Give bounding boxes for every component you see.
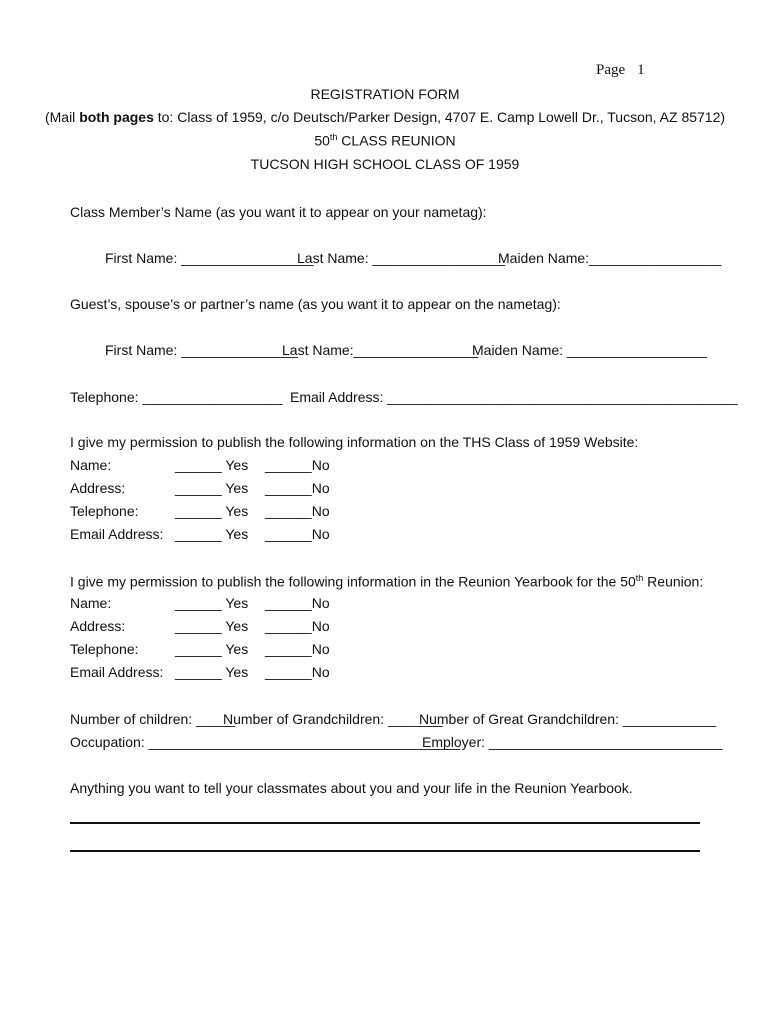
notes-line-2[interactable] [70, 850, 700, 852]
mail-instructions [0, 109, 770, 125]
yearbook-row-label: Email Address: [70, 664, 164, 680]
website-address-no[interactable]: ______No [265, 480, 330, 496]
children-count-field[interactable]: Number of children: _____ [70, 711, 235, 727]
mail-prefix: (Mail [44, 109, 80, 125]
website-row-label: Email Address: [70, 526, 164, 542]
website-row-label: Telephone: [70, 503, 139, 519]
yearbook-email-no[interactable]: ______No [265, 664, 330, 680]
yearbook-telephone-no[interactable]: ______No [265, 641, 330, 657]
employer-field[interactable]: Employer: ______________________________ [422, 734, 723, 750]
yearbook-email-yes[interactable]: ______ Yes [175, 664, 249, 680]
website-email-yes[interactable]: ______ Yes [175, 526, 249, 542]
website-row-label: Name: [70, 457, 112, 473]
yearbook-row-label: Address: [70, 618, 126, 634]
guest-maiden-name-field[interactable]: Maiden Name: __________________ [472, 342, 708, 358]
guest-last-name-field[interactable]: Last Name:________________ [282, 342, 479, 358]
yearbook-prompt-start: I give my permission to publish the following information in the Reunion Yearbook for the 50 [70, 573, 636, 590]
reunion-heading [0, 132, 770, 149]
grandchildren-count-field[interactable]: Number of Grandchildren: _______ [223, 711, 443, 727]
yearbook-notes-prompt: Anything you want to tell your classmates about you and your life in the Reunion Yearbook. [70, 780, 633, 796]
website-address-yes[interactable]: ______ Yes [175, 480, 249, 496]
member-name-prompt: Class Member’s Name (as you want it to appear on your nametag): [70, 204, 487, 220]
website-name-no[interactable]: ______No [265, 457, 330, 473]
member-last-name-field[interactable]: Last Name: _________________ [297, 250, 505, 266]
email-field[interactable]: Email Address: _____________________________________________ [290, 389, 738, 405]
reunion-sup: th [329, 132, 338, 142]
website-telephone-no[interactable]: ______No [265, 503, 330, 519]
website-telephone-yes[interactable]: ______ Yes [175, 503, 249, 519]
yearbook-row-label: Name: [70, 595, 112, 611]
member-first-name-field[interactable]: First Name: _________________ [105, 250, 314, 266]
reunion-number: 50 [314, 132, 330, 149]
guest-first-name-field[interactable]: First Name: _______________ [105, 342, 299, 358]
great-grandchildren-count-field[interactable]: Number of Great Grandchildren: ____________ [419, 711, 717, 727]
page-num: 1 [637, 62, 645, 78]
yearbook-name-yes[interactable]: ______ Yes [175, 595, 249, 611]
guest-name-prompt: Guest’s, spouse’s or partner’s name (as you want it to appear on the nametag): [70, 296, 561, 312]
yearbook-address-yes[interactable]: ______ Yes [175, 618, 249, 634]
page-number [596, 62, 645, 79]
website-permission-prompt: I give my permission to publish the following information on the THS Class of 1959 Website: [70, 434, 639, 450]
yearbook-permission-prompt [70, 573, 703, 590]
website-name-yes[interactable]: ______ Yes [175, 457, 249, 473]
reunion-text: CLASS REUNION [337, 132, 456, 149]
yearbook-name-no[interactable]: ______No [265, 595, 330, 611]
notes-line-1[interactable] [70, 822, 700, 824]
website-row-label: Address: [70, 480, 126, 496]
occupation-field[interactable]: Occupation: ________________________________________ [70, 734, 461, 750]
yearbook-row-label: Telephone: [70, 641, 139, 657]
yearbook-address-no[interactable]: ______No [265, 618, 330, 634]
member-maiden-name-field[interactable]: Maiden Name:_________________ [498, 250, 722, 266]
school-heading: TUCSON HIGH SCHOOL CLASS OF 1959 [250, 156, 520, 172]
form-title: REGISTRATION FORM [310, 86, 460, 102]
mail-bold: both pages [79, 109, 154, 125]
telephone-field[interactable]: Telephone: __________________ [70, 389, 283, 405]
website-email-no[interactable]: ______No [265, 526, 330, 542]
page-label: Page [596, 62, 626, 78]
yearbook-prompt-end: Reunion: [643, 573, 704, 590]
yearbook-prompt-sup: th [635, 573, 644, 583]
yearbook-telephone-yes[interactable]: ______ Yes [175, 641, 249, 657]
mail-address: to: Class of 1959, c/o Deutsch/Parker Design, 4707 E. Camp Lowell Dr., Tucson, AZ 85712) [153, 109, 726, 125]
